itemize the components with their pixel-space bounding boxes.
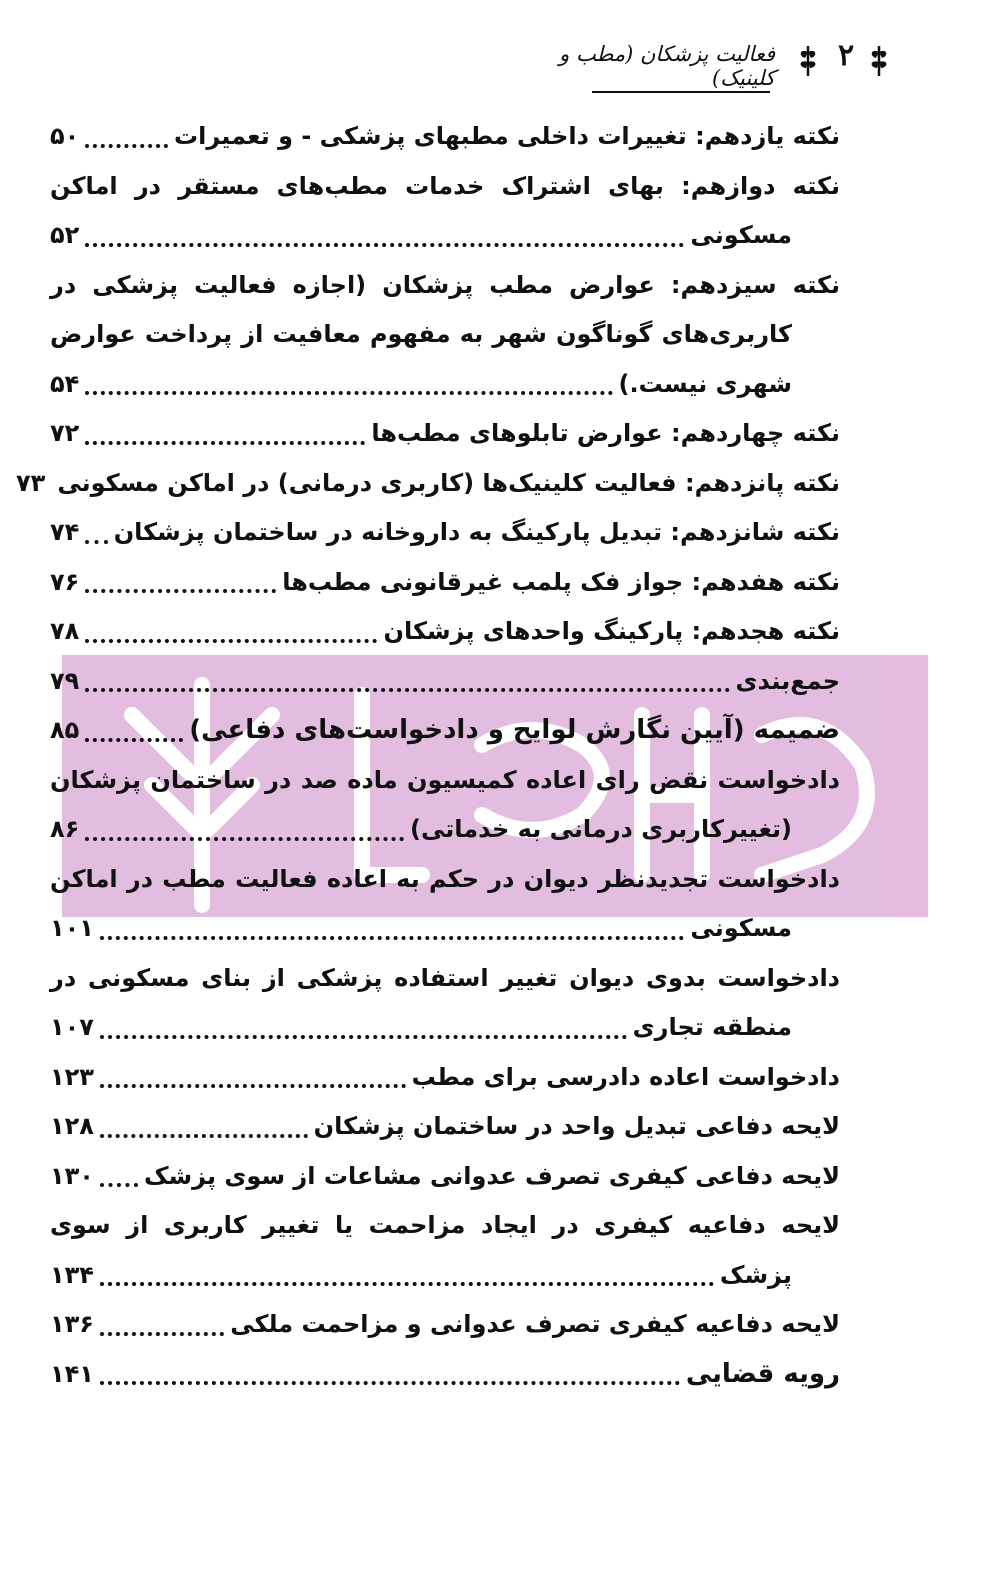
dot-leader [100, 1183, 138, 1187]
toc-page-number: ۷۶ [50, 567, 80, 596]
toc-entry[interactable] [50, 607, 840, 657]
dot-leader [85, 688, 729, 692]
toc-entry-title-line: دادخواست نقض رای اعاده کمیسیون ماده صد در ساختمان پزشکان [50, 765, 840, 794]
running-title: فعالیت پزشکان (مطب و کلینیک) [559, 42, 775, 90]
toc-entry-leader-line [50, 1152, 840, 1202]
page-number: ۲ [838, 38, 855, 73]
toc-entry-leader-line [50, 904, 792, 954]
toc-entry-title-line: دادخواست بدوی دیوان تغییر استفاده پزشکی از بنای مسکونی در [50, 963, 840, 992]
toc-entry-title: مسکونی [690, 914, 792, 942]
dot-leader [85, 243, 684, 247]
toc-entry[interactable] [50, 162, 840, 261]
toc-entry-leader-line [50, 706, 840, 756]
dot-leader [85, 589, 276, 593]
dot-leader [100, 1134, 308, 1138]
toc-entry-leader-line [50, 607, 840, 657]
toc-entry-title: نکته یازدهم: تغییرات داخلی مطبهای پزشکی - و تعمیرات [174, 122, 840, 150]
dot-leader [85, 837, 404, 841]
toc-page-number: ۷۹ [50, 666, 80, 695]
dot-leader [100, 1282, 714, 1286]
toc-page-number: ۵۴ [50, 369, 80, 398]
toc-page-number: ۵۲ [50, 221, 80, 249]
toc-entry-title: پزشک [719, 1260, 792, 1289]
toc-entry-title: رویه قضایی [685, 1358, 840, 1389]
toc-entry-title: ضمیمه (آیین نگارش لوایح و دادخواست‌های دفاعی) [189, 715, 840, 745]
toc-entry[interactable] [50, 1053, 840, 1103]
toc-page-number: ۸۵ [50, 716, 80, 744]
toc-entry-leader-line [50, 1300, 840, 1350]
toc-page-number: ۱۲۸ [50, 1112, 94, 1140]
dot-leader [100, 1381, 680, 1385]
toc-entry[interactable] [50, 657, 840, 707]
toc-entry[interactable] [50, 558, 840, 608]
dot-leader [85, 738, 183, 742]
toc-entry-title: دادخواست اعاده دادرسی برای مطب [411, 1062, 840, 1091]
toc-entry-leader-line [50, 1102, 840, 1152]
toc-entry-leader-line [50, 1003, 792, 1053]
toc-entry-title: (تغییرکاربری درمانی به خدماتی) [410, 815, 792, 843]
leaf-ornament-icon [866, 42, 892, 78]
toc-page-number: ۷۳ [16, 468, 46, 497]
toc-entry[interactable] [50, 508, 840, 558]
toc-page-number: ۱۲۳ [50, 1062, 94, 1091]
dot-leader [85, 391, 612, 395]
toc-entry[interactable] [50, 261, 840, 410]
toc-entry-leader-line [50, 805, 792, 855]
toc-entry-title: نکته پانزدهم: فعالیت کلینیک‌ها (کاربری درمانی) در اماکن مسکونی [57, 468, 840, 497]
toc-entry-leader-line [50, 1350, 840, 1400]
toc-entry-title-line: نکته دوازهم: بهای اشتراک خدمات مطب‌های مستقر در اماکن [50, 171, 840, 200]
toc-page-number: ۷۴ [50, 518, 80, 546]
toc-entry[interactable] [50, 112, 840, 162]
leaf-ornament-icon [795, 42, 821, 78]
running-header [540, 36, 900, 96]
toc-entry-leader-line [16, 459, 840, 509]
toc-entry-leader-line [50, 1053, 840, 1103]
toc-entry-title: مسکونی [690, 221, 792, 249]
toc-entry-title: شهری نیست.) [618, 369, 792, 398]
toc-entry[interactable] [50, 954, 840, 1053]
toc-page-number: ۱۴۱ [50, 1359, 94, 1388]
toc-entry[interactable] [50, 855, 840, 954]
toc-entry[interactable] [50, 1350, 840, 1400]
header-rule [592, 91, 770, 93]
dot-leader [85, 540, 107, 544]
toc-entry[interactable] [50, 1152, 840, 1202]
toc-entry-leader-line [50, 211, 792, 261]
toc-entry-leader-line [50, 112, 840, 162]
toc-entry-leader-line [50, 360, 792, 410]
dot-leader [100, 1332, 224, 1336]
toc-entry-title: لایحه دفاعیه کیفری تصرف عدوانی و مزاحمت ملکی [230, 1310, 840, 1338]
toc-entry-title: لایحه دفاعی کیفری تصرف عدوانی مشاعات از سوی پزشک [143, 1161, 840, 1190]
toc-entry-leader-line [50, 1251, 792, 1301]
dot-leader [100, 1084, 406, 1088]
toc-page-number: ۱۳۴ [50, 1260, 94, 1289]
dot-leader [85, 144, 168, 148]
dot-leader [85, 639, 377, 643]
toc-entry-title: لایحه دفاعی تبدیل واحد در ساختمان پزشکان [313, 1112, 840, 1140]
dot-leader [85, 441, 365, 445]
toc-entry[interactable] [50, 706, 840, 756]
toc-entry-leader-line [50, 409, 840, 459]
toc-page-number: ۵۰ [50, 122, 80, 150]
toc-entry-leader-line [50, 508, 840, 558]
toc-entry-title: نکته چهاردهم: عوارض تابلوهای مطب‌ها [371, 419, 840, 447]
toc-page-number: ۱۳۶ [50, 1310, 94, 1338]
toc-entry-leader-line [50, 657, 840, 707]
toc-entry-title-line: دادخواست تجدیدنظر دیوان در حکم به اعاده فعالیت مطب در اماکن [50, 864, 840, 893]
toc-entry[interactable] [50, 1300, 840, 1350]
toc-page-number: ۱۰۷ [50, 1013, 94, 1041]
toc-entry[interactable] [16, 459, 840, 509]
toc-entry-title: جمع‌بندی [735, 666, 840, 695]
toc-entry-leader-line [50, 558, 840, 608]
toc-page-number: ۷۲ [50, 419, 80, 447]
toc-entry-title: نکته هجدهم: پارکینگ واحدهای پزشکان [383, 617, 840, 645]
dot-leader [100, 1035, 627, 1039]
toc-entry-title: نکته شانزدهم: تبدیل پارکینگ به داروخانه در ساختمان پزشکان [113, 518, 840, 546]
toc-entry-title-line: نکته سیزدهم: عوارض مطب پزشکان (اجازه فعالیت پزشکی در [50, 270, 840, 299]
toc-entry-title-line: لایحه دفاعیه کیفری در ایجاد مزاحمت یا تغییر کاربری از سوی [50, 1211, 840, 1239]
dot-leader [100, 936, 684, 940]
toc-entry[interactable] [50, 756, 840, 855]
toc-entry-title: نکته هفدهم: جواز فک پلمب غیرقانونی مطب‌ها [282, 567, 840, 596]
toc-page-number: ۱۰۱ [50, 914, 94, 942]
toc-entry-title: منطقه تجاری [632, 1013, 792, 1041]
toc-page-number: ۸۶ [50, 815, 80, 843]
toc-entry[interactable] [50, 1201, 840, 1300]
toc-entry[interactable] [50, 409, 840, 459]
toc-page-number: ۱۳۰ [50, 1161, 94, 1190]
toc-entry[interactable] [50, 1102, 840, 1152]
toc-page-number: ۷۸ [50, 617, 80, 645]
toc-entry-title-line: کاربری‌های گوناگون شهر به مفهوم معافیت از پرداخت عوارض [50, 320, 792, 348]
table-of-contents [16, 112, 840, 1399]
